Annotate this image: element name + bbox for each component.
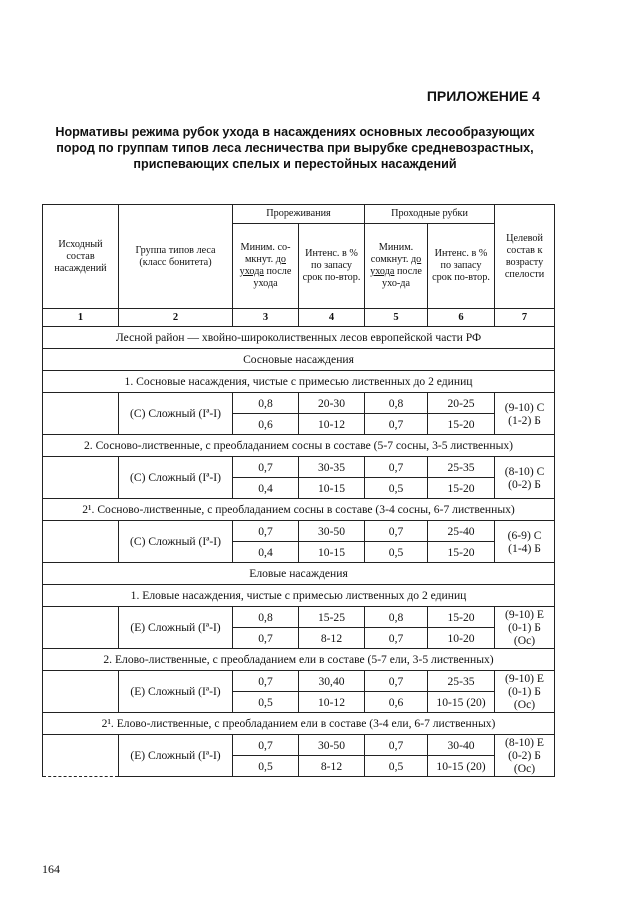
target-line: (9-10) С [504, 400, 545, 414]
pine-heading-row [43, 349, 555, 371]
target-line: (0-1) Б [508, 621, 541, 634]
column-number: 6 [428, 309, 495, 327]
cell-thinning-density: 0,8 [233, 607, 299, 628]
target-line: (8-10) Е [505, 736, 545, 749]
cell-passage-intensity: 15-20 [428, 478, 495, 499]
cell-passage-density: 0,7 [365, 521, 428, 542]
block-title: 2¹. Сосново-лиственные, с преобладанием сосны в составе (3-4 сосны, 6-7 лиственных) [43, 499, 555, 521]
target-line: (0-2) Б [508, 749, 541, 762]
target-cell [495, 671, 555, 713]
cell-passage-intensity: 30-40 [428, 735, 495, 756]
cell-passage-intensity: 25-35 [428, 671, 495, 692]
cell-thinning-density: 0,8 [233, 393, 299, 414]
group-cell: (С) Сложный (Iª-I) [119, 393, 233, 435]
target-line: (0-2) Б [508, 477, 541, 491]
target-line: (8-10) С [504, 464, 545, 478]
column-number: 3 [233, 309, 299, 327]
cell-passage-intensity: 25-35 [428, 457, 495, 478]
block-title-row [43, 499, 555, 521]
block-title: 1. Сосновые насаждения, чистые с примесью лиственных до 2 единиц [43, 371, 555, 393]
cell-thinning-intensity: 15-25 [299, 607, 365, 628]
cell-thinning-intensity: 30-50 [299, 735, 365, 756]
header-passage-intensity: Интенс. в % по запасу срок по-втор. [428, 224, 495, 309]
cell-thinning-density: 0,7 [233, 735, 299, 756]
cell-passage-density: 0,7 [365, 628, 428, 649]
table-row [43, 393, 555, 414]
target-line: (Ос) [513, 698, 536, 711]
cell-thinning-intensity: 10-15 [299, 542, 365, 563]
cell-passage-density: 0,7 [365, 457, 428, 478]
cell-thinning-density: 0,7 [233, 457, 299, 478]
block-title-row [43, 649, 555, 671]
norms-table [42, 204, 555, 777]
block-title: 2. Елово-лиственные, с преобладанием ели в составе (5-7 ели, 3-5 лиственных) [43, 649, 555, 671]
target-line: (Ос) [513, 762, 536, 775]
header-source: Исходный состав насаждений [43, 205, 119, 309]
column-number: 7 [495, 309, 555, 327]
cell-passage-density: 0,7 [365, 735, 428, 756]
header-group: Группа типов леса (класс бонитета) [119, 205, 233, 309]
cell-passage-density: 0,5 [365, 542, 428, 563]
header-thinning-intensity: Интенс. в % по запасу срок по-втор. [299, 224, 365, 309]
target-cell [495, 607, 555, 649]
header-passage: Проходные рубки [365, 205, 495, 224]
cell-thinning-density: 0,6 [233, 414, 299, 435]
target-line: (9-10) Е [505, 608, 545, 621]
region-row [43, 327, 555, 349]
cell-passage-density: 0,6 [365, 692, 428, 713]
block-title: 2¹. Елово-лиственные, с преобладанием ели в составе (3-4 ели, 6-7 лиственных) [43, 713, 555, 735]
target-line: (9-10) Е [505, 672, 545, 685]
cell-thinning-intensity: 8-12 [299, 628, 365, 649]
cell-passage-intensity: 15-20 [428, 542, 495, 563]
cell-passage-density: 0,8 [365, 393, 428, 414]
group-cell: (Е) Сложный (Iª-I) [119, 735, 233, 777]
cell-thinning-density: 0,5 [233, 692, 299, 713]
target-cell [495, 521, 555, 563]
source-cell [43, 393, 119, 435]
cell-passage-density: 0,5 [365, 756, 428, 777]
cell-passage-density: 0,5 [365, 478, 428, 499]
header-thinning-density-pre: Миним. со-мкнут. [240, 242, 291, 265]
source-cell [43, 521, 119, 563]
source-cell [43, 735, 119, 777]
target-line: (0-1) Б [508, 685, 541, 698]
appendix-label: ПРИЛОЖЕНИЕ 4 [426, 88, 540, 104]
header-thinning-density-underlined: до ухода [239, 254, 286, 277]
cell-thinning-intensity: 10-12 [299, 692, 365, 713]
target-cell [495, 393, 555, 435]
header-passage-density-pre: Миним. сомкнут. [370, 242, 414, 265]
spruce-heading-row [43, 563, 555, 585]
block-title-row [43, 713, 555, 735]
source-cell [43, 457, 119, 499]
group-cell: (С) Сложный (Iª-I) [119, 521, 233, 563]
cell-passage-intensity: 20-25 [428, 393, 495, 414]
block-title: 1. Еловые насаждения, чистые с примесью лиственных до 2 единиц [43, 585, 555, 607]
source-cell [43, 671, 119, 713]
header-target: Целевой состав к возрасту спелости [495, 205, 555, 309]
cell-thinning-intensity: 30-35 [299, 457, 365, 478]
page-number: 164 [42, 862, 60, 876]
cell-thinning-intensity: 10-15 [299, 478, 365, 499]
column-number-row [43, 309, 555, 327]
header-passage-density-underlined: до ухода [370, 254, 422, 277]
region-heading: Лесной район — хвойно-широколиственных лесов европейской части РФ [43, 327, 555, 349]
cell-passage-density: 0,7 [365, 671, 428, 692]
block-title-row [43, 371, 555, 393]
cell-thinning-intensity: 8-12 [299, 756, 365, 777]
cell-thinning-density: 0,4 [233, 542, 299, 563]
cell-thinning-intensity: 30-50 [299, 521, 365, 542]
target-line: (6-9) С [507, 528, 542, 542]
cell-passage-intensity: 15-20 [428, 414, 495, 435]
column-number: 1 [43, 309, 119, 327]
title-line-1: Нормативы режима рубок ухода в насаждениях основных лесообразующих [55, 125, 535, 139]
spruce-heading: Еловые насаждения [43, 563, 555, 585]
source-cell [43, 607, 119, 649]
table-row [43, 735, 555, 756]
cell-passage-intensity: 25-40 [428, 521, 495, 542]
column-number: 5 [365, 309, 428, 327]
block-title-row [43, 585, 555, 607]
target-line: (Ос) [513, 634, 536, 647]
header-passage-density-post: после ухо-да [382, 266, 422, 289]
cell-passage-density: 0,7 [365, 414, 428, 435]
cell-thinning-density: 0,7 [233, 521, 299, 542]
target-line: (1-2) Б [508, 413, 541, 427]
cell-passage-intensity: 10-15 (20) [428, 756, 495, 777]
column-number: 2 [119, 309, 233, 327]
header-thinning-density [233, 224, 299, 309]
cell-thinning-intensity: 30,40 [299, 671, 365, 692]
block-title: 2. Сосново-лиственные, с преобладанием сосны в составе (5-7 сосны, 3-5 лиственных) [43, 435, 555, 457]
block-title-row [43, 435, 555, 457]
cell-passage-density: 0,8 [365, 607, 428, 628]
cell-passage-intensity: 10-15 (20) [428, 692, 495, 713]
table-row [43, 521, 555, 542]
cell-thinning-density: 0,5 [233, 756, 299, 777]
header-passage-density [365, 224, 428, 309]
cell-passage-intensity: 10-20 [428, 628, 495, 649]
cell-thinning-density: 0,4 [233, 478, 299, 499]
cell-thinning-intensity: 10-12 [299, 414, 365, 435]
target-cell [495, 457, 555, 499]
cell-thinning-density: 0,7 [233, 671, 299, 692]
document-title [30, 124, 560, 172]
pine-heading: Сосновые насаждения [43, 349, 555, 371]
header-row-groups [43, 205, 555, 224]
cell-thinning-intensity: 20-30 [299, 393, 365, 414]
header-thinning: Прореживания [233, 205, 365, 224]
target-cell [495, 735, 555, 777]
header-thinning-density-post: после ухода [253, 266, 292, 289]
table-row [43, 607, 555, 628]
group-cell: (С) Сложный (Iª-I) [119, 457, 233, 499]
cell-passage-intensity: 15-20 [428, 607, 495, 628]
target-line: (1-4) Б [508, 541, 541, 555]
group-cell: (Е) Сложный (Iª-I) [119, 607, 233, 649]
title-line-2: пород по группам типов леса лесничества при вырубке средневозрастных, [56, 141, 534, 155]
group-cell: (Е) Сложный (Iª-I) [119, 671, 233, 713]
table-row [43, 457, 555, 478]
table-row [43, 671, 555, 692]
column-number: 4 [299, 309, 365, 327]
cell-thinning-density: 0,7 [233, 628, 299, 649]
title-line-3: приспевающих спелых и перестойных насаждений [133, 157, 457, 171]
